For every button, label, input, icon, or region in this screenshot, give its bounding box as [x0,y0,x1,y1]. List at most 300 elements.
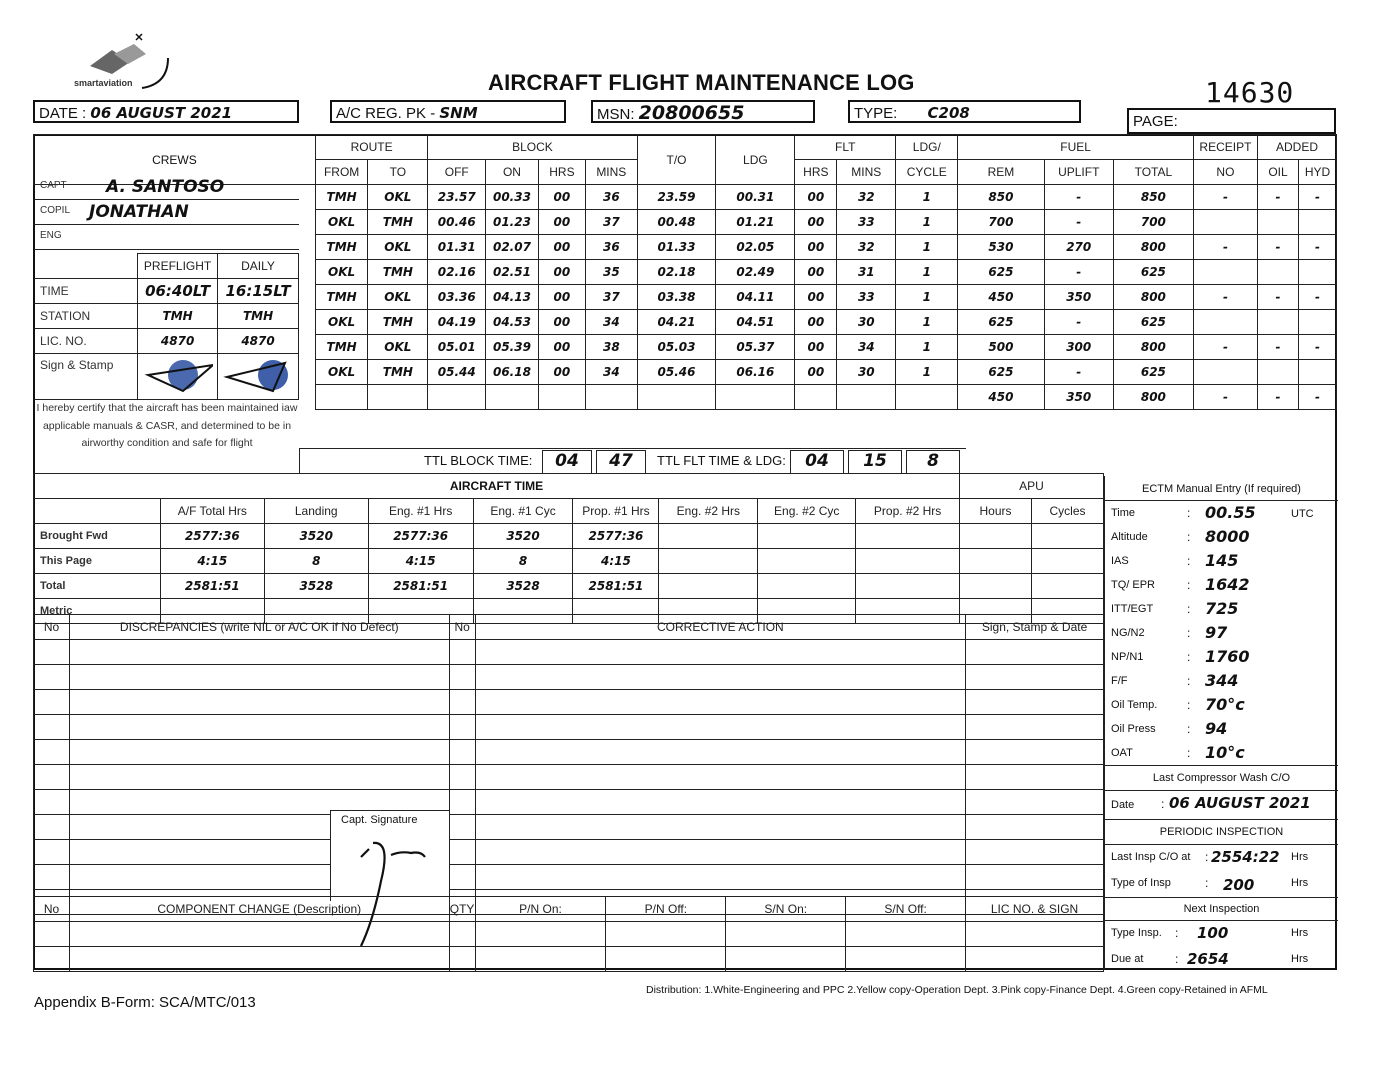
cell-receipt[interactable]: - [1193,285,1257,310]
comp-cell[interactable] [34,922,70,947]
aircraft-time-cell[interactable]: 2577:36 [573,524,659,549]
apu-cell[interactable] [1031,549,1103,574]
aircraft-time-cell[interactable]: 2577:36 [160,524,264,549]
last-insp-unit: Hrs [1291,851,1309,863]
discrepancy-cell[interactable] [475,815,966,840]
compressor-date-label: Date [1111,799,1135,811]
cell-fmins[interactable]: 33 [837,285,896,310]
cell-hyd[interactable]: - [1299,335,1337,360]
aircraft-time-cell[interactable]: 3528 [473,574,573,599]
ttl-block-hrs[interactable]: 04 [542,450,592,474]
cell-fmins[interactable]: 32 [837,185,896,210]
discrepancy-cell[interactable] [34,740,70,765]
cell-cyc[interactable]: 1 [896,360,958,385]
cell-oil[interactable]: - [1258,285,1299,310]
cell-total[interactable]: 800 [1113,235,1193,260]
discrepancy-cell[interactable] [69,740,449,765]
cell-cyc[interactable]: 1 [896,285,958,310]
lic-daily[interactable]: 4870 [218,329,299,354]
cell-hyd[interactable]: - [1299,235,1337,260]
cell-uplift[interactable]: - [1044,310,1113,335]
cell-ldg[interactable]: 04.51 [716,310,795,335]
cell-total[interactable]: 800 [1113,335,1193,360]
discrepancy-cell[interactable] [69,640,449,665]
cell-hyd[interactable]: - [1299,185,1337,210]
cell-total[interactable]: 625 [1113,310,1193,335]
ectm-value[interactable]: 00.55 [1205,503,1256,522]
cell-cyc[interactable] [896,385,958,410]
discrepancy-cell[interactable] [449,815,475,840]
cell-on[interactable]: 04.13 [486,285,539,310]
msn-field[interactable] [591,100,815,123]
cell-to_t[interactable]: 05.03 [637,335,716,360]
cell-mins[interactable]: 34 [586,360,638,385]
cell-cyc[interactable]: 1 [896,235,958,260]
time-daily[interactable]: 16:15LT [218,279,299,304]
aircraft-time-cell[interactable]: 2581:51 [573,574,659,599]
discrepancy-cell[interactable] [475,690,966,715]
cell-total[interactable]: 850 [1113,185,1193,210]
cell-total[interactable]: 625 [1113,260,1193,285]
cell-to_t[interactable]: 03.38 [637,285,716,310]
last-insp-label: Last Insp C/O at [1111,851,1191,863]
discrepancy-cell[interactable] [34,640,70,665]
aircraft-time-cell[interactable] [856,549,960,574]
cell-uplift[interactable]: 270 [1044,235,1113,260]
cell-ldg[interactable]: 05.37 [716,335,795,360]
discrepancy-row [34,715,1104,740]
cell-total[interactable]: 625 [1113,360,1193,385]
cell-rem[interactable]: 530 [958,235,1044,260]
aircraft-time-cell[interactable] [758,574,856,599]
cell-uplift[interactable]: - [1044,260,1113,285]
cell-oil[interactable] [1258,260,1299,285]
cell-hrs[interactable]: 00 [538,310,585,335]
discrepancy-cell[interactable] [449,765,475,790]
cell-to[interactable]: TMH [368,210,428,235]
discrepancy-cell[interactable] [34,765,70,790]
cell-off[interactable]: 05.44 [428,360,486,385]
due-value[interactable]: 2654 [1187,950,1229,968]
cell-to[interactable]: OKL [368,185,428,210]
discrepancy-cell[interactable] [34,665,70,690]
cell-hyd[interactable]: - [1299,385,1337,410]
station-daily[interactable]: TMH [218,304,299,329]
cell-fhrs[interactable]: 00 [795,260,837,285]
cell-hrs[interactable]: 00 [538,185,585,210]
aircraft-time-cell[interactable]: 2581:51 [368,574,473,599]
aircraft-time-cell[interactable] [856,524,960,549]
cell-cyc[interactable]: 1 [896,185,958,210]
aircraft-time-cell[interactable] [856,574,960,599]
aircraft-time-cell[interactable]: 2581:51 [160,574,264,599]
cell-on[interactable]: 01.23 [486,210,539,235]
discrepancy-cell[interactable] [34,865,70,890]
aircraft-time-cell[interactable] [659,574,758,599]
cell-ldg[interactable]: 04.11 [716,285,795,310]
cell-cyc[interactable]: 1 [896,335,958,360]
cell-fmins[interactable]: 31 [837,260,896,285]
cell-cyc[interactable]: 1 [896,260,958,285]
receipt-no-header: NO [1193,160,1257,185]
ectm-value[interactable]: 94 [1205,719,1228,738]
discrepancy-cell[interactable] [966,715,1104,740]
ttl-ldg[interactable]: 8 [906,450,960,474]
cell-receipt[interactable]: - [1193,385,1257,410]
apu-cell[interactable] [960,574,1032,599]
discrepancy-cell[interactable] [449,865,475,890]
cell-to_t[interactable] [637,385,716,410]
cell-fhrs[interactable]: 00 [795,185,837,210]
time-preflight[interactable]: 06:40LT [138,279,218,304]
cell-receipt[interactable] [1193,360,1257,385]
comp-desc-header: COMPONENT CHANGE (Description) [69,897,449,922]
comp-cell[interactable] [69,947,449,972]
cell-mins[interactable]: 35 [586,260,638,285]
cell-fhrs[interactable] [795,385,837,410]
cell-rem[interactable]: 450 [958,285,1044,310]
discrepancy-cell[interactable] [966,815,1104,840]
cell-to_t[interactable]: 01.33 [637,235,716,260]
cell-rem[interactable]: 625 [958,260,1044,285]
type-insp-value[interactable]: 200 [1223,876,1255,894]
cell-on[interactable]: 05.39 [486,335,539,360]
discrepancy-cell[interactable] [475,840,966,865]
cell-fmins[interactable]: 30 [837,310,896,335]
cell-to[interactable]: TMH [368,360,428,385]
cell-rem[interactable]: 625 [958,360,1044,385]
discrepancy-cell[interactable] [966,765,1104,790]
cell-fhrs[interactable]: 00 [795,310,837,335]
cell-uplift[interactable]: - [1044,210,1113,235]
cell-cyc[interactable]: 1 [896,210,958,235]
cell-oil[interactable] [1258,210,1299,235]
apu-cell[interactable] [1031,524,1103,549]
comp-cell[interactable] [475,947,606,972]
pn-off-header: P/N Off: [606,897,726,922]
discrepancy-cell[interactable] [966,740,1104,765]
apu-cell[interactable] [960,549,1032,574]
discrepancy-cell[interactable] [475,865,966,890]
cell-oil[interactable]: - [1258,335,1299,360]
ectm-value[interactable]: 344 [1205,671,1239,690]
sign-daily[interactable] [218,354,299,400]
aircraft-time-cell[interactable]: 3528 [264,574,368,599]
comp-cell[interactable] [846,947,966,972]
cell-off[interactable]: 00.46 [428,210,486,235]
cell-hyd[interactable] [1299,310,1337,335]
cell-on[interactable]: 06.18 [486,360,539,385]
cell-receipt[interactable]: - [1193,235,1257,260]
date-field[interactable] [33,100,299,123]
sn-off-header: S/N Off: [846,897,966,922]
lic-preflight[interactable]: 4870 [138,329,218,354]
ac-reg-field[interactable] [330,100,566,123]
ectm-value[interactable]: 97 [1205,623,1228,642]
cell-off[interactable]: 01.31 [428,235,486,260]
cell-fhrs[interactable]: 00 [795,210,837,235]
cell-fhrs[interactable]: 00 [795,235,837,260]
cell-ldg[interactable]: 06.16 [716,360,795,385]
comp-cell[interactable] [449,947,475,972]
discrepancy-cell[interactable] [475,715,966,740]
ectm-title: ECTM Manual Entry (If required) [1105,476,1338,501]
cell-hrs[interactable]: 00 [538,260,585,285]
discrepancy-cell[interactable] [475,765,966,790]
ectm-value[interactable]: 10°c [1205,743,1245,762]
cell-oil[interactable] [1258,360,1299,385]
discrepancy-cell[interactable] [69,715,449,740]
comp-cell[interactable] [475,922,606,947]
discrepancy-cell[interactable] [449,690,475,715]
last-insp-value[interactable]: 2554:22 [1211,848,1280,866]
cell-hyd[interactable] [1299,360,1337,385]
cell-to[interactable]: OKL [368,235,428,260]
cell-fmins[interactable] [837,385,896,410]
ectm-value[interactable]: 1642 [1205,575,1250,594]
cell-on[interactable]: 02.51 [486,260,539,285]
cell-off[interactable]: 05.01 [428,335,486,360]
cell-cyc[interactable]: 1 [896,310,958,335]
route-header: ROUTE [315,135,428,160]
cell-from[interactable]: TMH [315,235,368,260]
cell-ldg[interactable]: 02.05 [716,235,795,260]
ectm-value[interactable]: 145 [1205,551,1239,570]
cell-to[interactable] [368,385,428,410]
discrepancy-cell[interactable] [449,840,475,865]
cell-from[interactable]: TMH [315,285,368,310]
discrepancy-cell[interactable] [966,665,1104,690]
cell-off[interactable]: 23.57 [428,185,486,210]
discrepancy-cell[interactable] [475,640,966,665]
cell-oil[interactable] [1258,310,1299,335]
ectm-value[interactable]: 70°c [1205,695,1245,714]
cell-on[interactable]: 04.53 [486,310,539,335]
discrepancy-cell[interactable] [449,715,475,740]
cell-receipt[interactable]: - [1193,185,1257,210]
discrepancy-cell[interactable] [449,640,475,665]
page-field[interactable] [1127,108,1336,134]
cell-off[interactable]: 04.19 [428,310,486,335]
aircraft-time-cell[interactable] [758,549,856,574]
discrepancy-cell[interactable] [966,690,1104,715]
cell-fmins[interactable]: 30 [837,360,896,385]
cell-total[interactable]: 800 [1113,285,1193,310]
cell-rem[interactable]: 500 [958,335,1044,360]
type-field[interactable] [848,100,1081,123]
discrepancy-cell[interactable] [966,790,1104,815]
cell-to_t[interactable]: 04.21 [637,310,716,335]
cell-mins[interactable]: 38 [586,335,638,360]
cell-oil[interactable]: - [1258,235,1299,260]
discrepancy-cell[interactable] [449,740,475,765]
cell-from[interactable]: OKL [315,260,368,285]
cell-mins[interactable]: 36 [586,235,638,260]
discrepancy-cell[interactable] [966,840,1104,865]
discrepancy-cell[interactable] [475,790,966,815]
cell-receipt[interactable] [1193,210,1257,235]
cell-receipt[interactable] [1193,260,1257,285]
cell-uplift[interactable]: 300 [1044,335,1113,360]
cell-to[interactable]: OKL [368,285,428,310]
cell-ldg[interactable]: 01.21 [716,210,795,235]
sign-preflight[interactable] [138,354,218,400]
discrepancy-cell[interactable] [69,765,449,790]
comp-cell[interactable] [966,947,1104,972]
next-type-value[interactable]: 100 [1197,924,1229,942]
cell-mins[interactable]: 34 [586,310,638,335]
cell-hyd[interactable] [1299,260,1337,285]
cell-rem[interactable]: 450 [958,385,1044,410]
ttl-block-mins[interactable]: 47 [596,450,646,474]
discrepancy-cell[interactable] [34,815,70,840]
discrepancy-cell[interactable] [449,790,475,815]
copil-value: JONATHAN [89,202,189,222]
discrepancy-row [34,665,1104,690]
cell-fhrs[interactable]: 00 [795,360,837,385]
comp-cell[interactable] [966,922,1104,947]
ectm-row [1105,645,1338,669]
aircraft-time-cell[interactable]: 8 [473,549,573,574]
cell-hrs[interactable] [538,385,585,410]
cell-uplift[interactable]: - [1044,185,1113,210]
cell-oil[interactable]: - [1258,385,1299,410]
cell-fmins[interactable]: 32 [837,235,896,260]
discrepancy-cell[interactable] [34,790,70,815]
aircraft-time-cell[interactable] [659,524,758,549]
cell-receipt[interactable] [1193,310,1257,335]
cell-hrs[interactable]: 00 [538,335,585,360]
ectm-value[interactable]: 8000 [1205,527,1250,546]
cell-uplift[interactable]: - [1044,360,1113,385]
compressor-date-value[interactable]: 06 AUGUST 2021 [1169,794,1311,812]
capt-signature-box[interactable] [330,810,449,901]
cell-to_t[interactable]: 00.48 [637,210,716,235]
discrepancy-cell[interactable] [34,690,70,715]
cell-on[interactable]: 00.33 [486,185,539,210]
aircraft-time-row-label: Brought Fwd [34,524,161,549]
cell-hyd[interactable]: - [1299,285,1337,310]
sn-on-header: S/N On: [726,897,846,922]
comp-cell[interactable] [69,922,449,947]
from-header: FROM [315,160,368,185]
cell-on[interactable] [486,385,539,410]
discrepancy-cell[interactable] [966,865,1104,890]
aircraft-time-cell[interactable]: 3520 [473,524,573,549]
cell-oil[interactable]: - [1258,185,1299,210]
cell-fmins[interactable]: 33 [837,210,896,235]
discrepancy-cell[interactable] [449,665,475,690]
cell-from[interactable]: TMH [315,185,368,210]
discrepancy-cell[interactable] [475,665,966,690]
ttl-block-label: TTL BLOCK TIME: [424,453,533,468]
comp-cell[interactable] [846,922,966,947]
cell-to_t[interactable]: 23.59 [637,185,716,210]
cell-hrs[interactable]: 00 [538,210,585,235]
cell-from[interactable]: OKL [315,310,368,335]
cell-fhrs[interactable]: 00 [795,285,837,310]
last-insp-colon: : [1205,850,1209,864]
discrepancy-cell[interactable] [69,665,449,690]
discrepancy-cell[interactable] [34,840,70,865]
cell-mins[interactable]: 36 [586,185,638,210]
cell-from[interactable]: OKL [315,360,368,385]
aircraft-time-cell[interactable]: 3520 [264,524,368,549]
aircraft-time-cell[interactable]: 4:15 [573,549,659,574]
comp-cell[interactable] [449,922,475,947]
comp-cell[interactable] [606,947,726,972]
aircraft-time-cell[interactable]: 8 [264,549,368,574]
ttl-flt-hrs[interactable]: 04 [790,450,844,474]
cell-total[interactable]: 800 [1113,385,1193,410]
cell-mins[interactable] [586,385,638,410]
due-colon: : [1175,952,1179,966]
cell-fhrs[interactable]: 00 [795,335,837,360]
cell-off[interactable]: 03.36 [428,285,486,310]
ectm-value[interactable]: 725 [1205,599,1239,618]
cell-to[interactable]: TMH [368,260,428,285]
station-label: STATION [34,304,138,329]
cell-off[interactable]: 02.16 [428,260,486,285]
cell-from[interactable] [315,385,368,410]
aircraft-time-cell[interactable]: 4:15 [160,549,264,574]
cell-off[interactable] [428,385,486,410]
cell-hrs[interactable]: 00 [538,235,585,260]
cell-mins[interactable]: 37 [586,285,638,310]
cell-ldg[interactable]: 00.31 [716,185,795,210]
ectm-value[interactable]: 1760 [1205,647,1250,666]
cell-total[interactable]: 700 [1113,210,1193,235]
cell-on[interactable]: 02.07 [486,235,539,260]
cell-uplift[interactable]: 350 [1044,285,1113,310]
apu-cell[interactable] [960,524,1032,549]
discrepancy-cell[interactable] [69,690,449,715]
cell-hrs[interactable]: 00 [538,285,585,310]
cell-from[interactable]: OKL [315,210,368,235]
comp-cell[interactable] [726,947,846,972]
discrepancy-cell[interactable] [966,640,1104,665]
aircraft-time-cell[interactable] [659,549,758,574]
cell-rem[interactable]: 850 [958,185,1044,210]
cell-rem[interactable]: 625 [958,310,1044,335]
aircraft-time-cell[interactable] [758,524,856,549]
comp-cell[interactable] [34,947,70,972]
cell-mins[interactable]: 37 [586,210,638,235]
discrepancy-cell[interactable] [475,740,966,765]
cell-to_t[interactable]: 02.18 [637,260,716,285]
comp-cell[interactable] [726,922,846,947]
apu-cell[interactable] [1031,574,1103,599]
aircraft-time-cell[interactable]: 2577:36 [368,524,473,549]
cell-hrs[interactable]: 00 [538,360,585,385]
cell-receipt[interactable]: - [1193,335,1257,360]
cell-uplift[interactable]: 350 [1044,385,1113,410]
cell-to_t[interactable]: 05.46 [637,360,716,385]
ttl-flt-mins[interactable]: 15 [848,450,902,474]
cell-from[interactable]: TMH [315,335,368,360]
cell-rem[interactable]: 700 [958,210,1044,235]
aircraft-time-cell[interactable]: 4:15 [368,549,473,574]
cell-to[interactable]: TMH [368,310,428,335]
comp-cell[interactable] [606,922,726,947]
discrepancy-cell[interactable] [34,715,70,740]
cell-ldg[interactable]: 02.49 [716,260,795,285]
cell-to[interactable]: OKL [368,335,428,360]
cell-fmins[interactable]: 34 [837,335,896,360]
cell-hyd[interactable] [1299,210,1337,235]
station-preflight[interactable]: TMH [138,304,218,329]
cell-ldg[interactable] [716,385,795,410]
